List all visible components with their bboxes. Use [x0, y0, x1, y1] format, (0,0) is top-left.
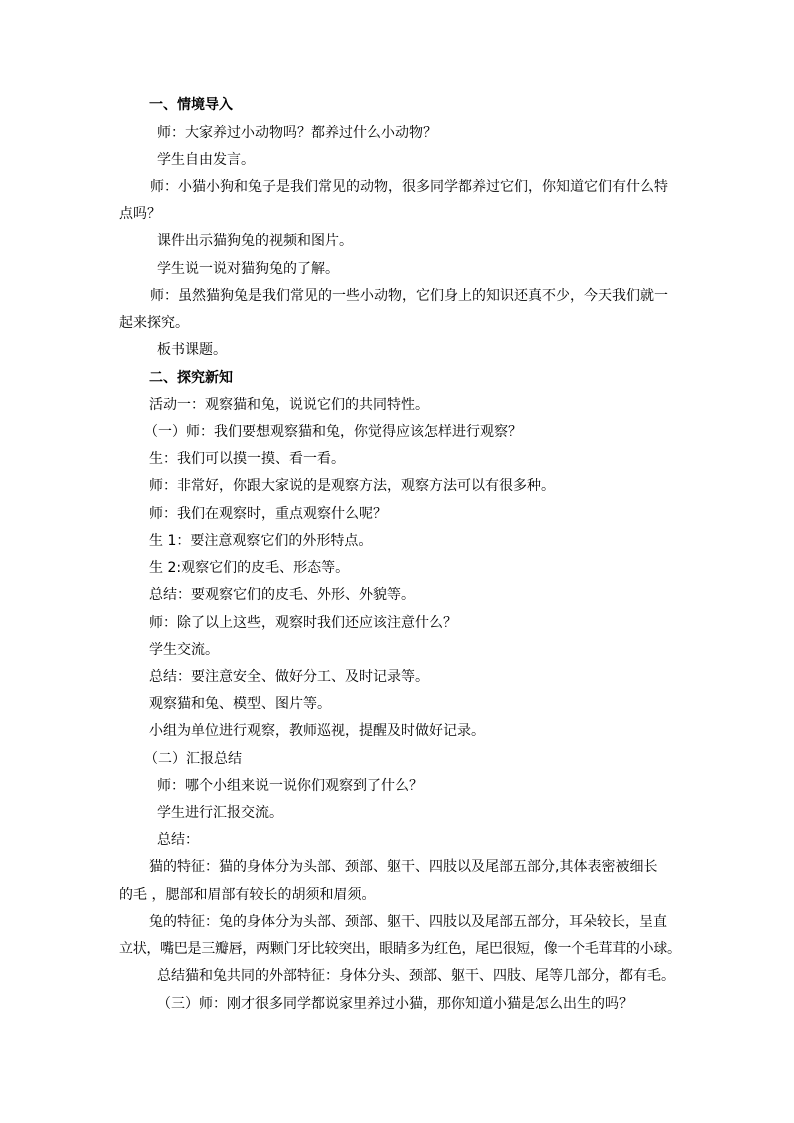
- paragraph-line: 师：小猫小狗和兔子是我们常见的动物，很多同学都养过它们，你知道它们有什么特: [150, 179, 668, 195]
- paragraph-line: 师：大家养过小动物吗？都养过什么小动物？: [157, 125, 437, 141]
- paragraph-line: 小组为单位进行观察，教师巡视，提醒及时做好记录。: [149, 723, 485, 739]
- paragraph-line: 总结：要注意安全、做好分工、及时记录等。: [149, 669, 429, 685]
- paragraph-line: 课件出示猫狗兔的视频和图片。: [157, 233, 353, 249]
- section-heading-2: 二、探究新知: [149, 370, 233, 386]
- paragraph-line: 学生交流。: [149, 642, 219, 658]
- paragraph-line: 学生自由发言。: [157, 152, 255, 168]
- paragraph-line: 学生进行汇报交流。: [157, 805, 283, 821]
- paragraph-line: 师：非常好，你跟大家说的是观察方法，观察方法可以有很多种。: [149, 478, 555, 494]
- paragraph-line: （一）师：我们要想观察猫和兔，你觉得应该怎样进行观察？: [144, 424, 522, 440]
- paragraph-line: 起来探究。: [119, 315, 189, 331]
- section-heading-1: 一、情境导入: [149, 97, 233, 113]
- paragraph-line: 学生说一说对猫狗兔的了解。: [157, 261, 339, 277]
- paragraph-line: 生：我们可以摸一摸、看一看。: [149, 451, 345, 467]
- paragraph-line: 师：除了以上这些，观察时我们还应该注意什么？: [149, 615, 457, 631]
- paragraph-line: 师：哪个小组来说一说你们观察到了什么？: [157, 778, 423, 794]
- paragraph-line: 立状，嘴巴是三瓣唇，两颗门牙比较突出，眼睛多为红色，尾巴很短，像一个毛茸茸的小球。: [119, 941, 681, 957]
- paragraph-line: 总结：: [157, 832, 199, 848]
- paragraph-line: 观察猫和兔、模型、图片等。: [149, 696, 331, 712]
- paragraph-line: 生 2:观察它们的皮毛、形态等。: [149, 560, 350, 576]
- paragraph-line: 总结：要观察它们的皮毛、外形、外貌等。: [149, 587, 415, 603]
- paragraph-line: 的毛 ，腮部和眉部有较长的胡须和眉须。: [119, 887, 376, 903]
- paragraph-line: 兔的特征：兔的身体分为头部、颈部、躯干、四肢以及尾部五部分，耳朵较长，呈直: [149, 914, 667, 930]
- paragraph-line: 板书课题。: [157, 342, 227, 358]
- paragraph-line: 生 1：要注意观察它们的外形特点。: [149, 533, 373, 549]
- paragraph-line: （三）师：刚才很多同学都说家里养过小猫，那你知道小猫是怎么出生的吗？: [157, 996, 633, 1012]
- paragraph-line: 点吗？: [119, 206, 161, 222]
- paragraph-line: 总结猫和兔共同的外部特征：身体分头、颈部、躯干、四肢、尾等几部分，都有毛。: [157, 968, 675, 984]
- paragraph-line: 活动一：观察猫和兔，说说它们的共同特性。: [149, 397, 429, 413]
- paragraph-line: 猫的特征：猫的身体分为头部、颈部、躯干、四肢以及尾部五部分,其体表密被细长: [149, 859, 658, 875]
- paragraph-line: 师：虽然猫狗兔是我们常见的一些小动物，它们身上的知识还真不少，今天我们就一: [150, 288, 668, 304]
- paragraph-line: 师：我们在观察时，重点观察什么呢？: [149, 506, 387, 522]
- subsection-heading: （二）汇报总结: [144, 751, 242, 767]
